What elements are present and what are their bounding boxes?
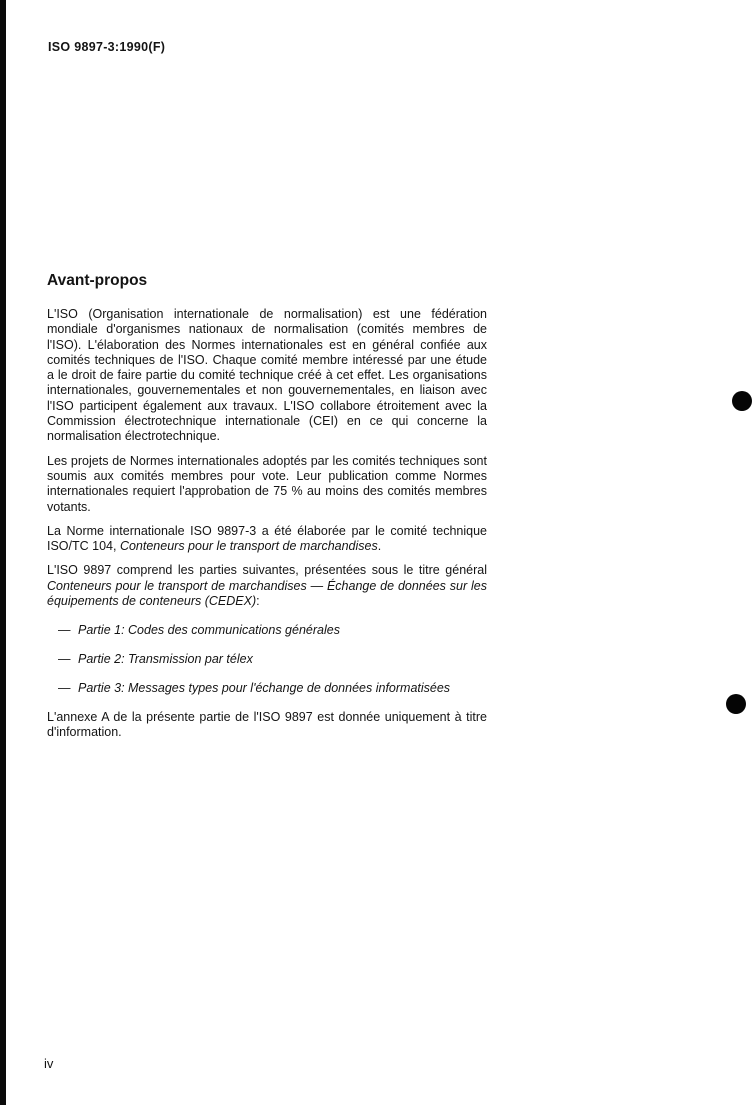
punch-hole-mark	[732, 391, 752, 411]
section-title: Avant-propos	[47, 272, 148, 289]
dash-bullet: —	[58, 623, 71, 638]
list-item-part-2	[47, 652, 487, 667]
part-3-label: Partie 3: Messages types pour l'échange de données informatisées	[78, 681, 451, 696]
list-item-part-3	[47, 681, 487, 696]
dash-bullet: —	[58, 652, 71, 667]
committee-title: Conteneurs pour le transport de marchandises	[119, 539, 378, 554]
paragraph-iso-description: L'ISO (Organisation internationale de normalisation) est une fédération mondiale d'organismes nationaux de normalisation (comités membres de l'ISO). L'élaboration des Normes internationales est en général confiée aux comités techniques de l'ISO. Chaque comité membre intéressé par une étude a le droit de faire partie du comité technique créé à cet effet. Les organisations internationales, gouvernementales et non gouvernementales, en liaison avec l'ISO participent également aux travaux. L'ISO collabore étroitement avec la Commission électrotechnique internationale (CEI) en ce qui concerne la normalisation électrotechnique.	[47, 307, 487, 444]
paragraph-annex: L'annexe A de la présente partie de l'ISO 9897 est donnée uniquement à titre d'information.	[47, 710, 487, 740]
scan-left-edge	[0, 0, 6, 1105]
list-item-part-1	[47, 623, 487, 638]
dash-bullet: —	[58, 681, 71, 696]
parts-list	[47, 623, 487, 696]
paragraph-draft-standards: Les projets de Normes internationales adoptés par les comités techniques sont soumis aux comités membres pour vote. Leur publication comme Normes internationales requiert l'approbation de 75 % au moins des comités membres votants.	[47, 453, 487, 514]
parts-intro-suffix: :	[256, 594, 260, 609]
foreword-body	[47, 307, 487, 750]
page-number: iv	[44, 1056, 54, 1071]
series-title: Conteneurs pour le transport de marchandises — Échange de données sur les équipements de conteneurs (CEDEX)	[47, 578, 487, 609]
committee-text: La Norme internationale ISO 9897-3 a été élaborée par le comité technique ISO/TC 104,	[47, 523, 487, 554]
part-2-label: Partie 2: Transmission par télex	[78, 652, 253, 667]
paragraph-committee	[47, 524, 487, 555]
paragraph-parts-intro	[47, 563, 487, 609]
part-1-label: Partie 1: Codes des communications générales	[78, 623, 340, 638]
committee-suffix: .	[377, 539, 382, 554]
parts-intro-text: L'ISO 9897 comprend les parties suivantes, présentées sous le titre général	[47, 563, 487, 578]
punch-hole-mark	[726, 694, 746, 714]
document-identifier: ISO 9897-3:1990(F)	[48, 40, 166, 54]
